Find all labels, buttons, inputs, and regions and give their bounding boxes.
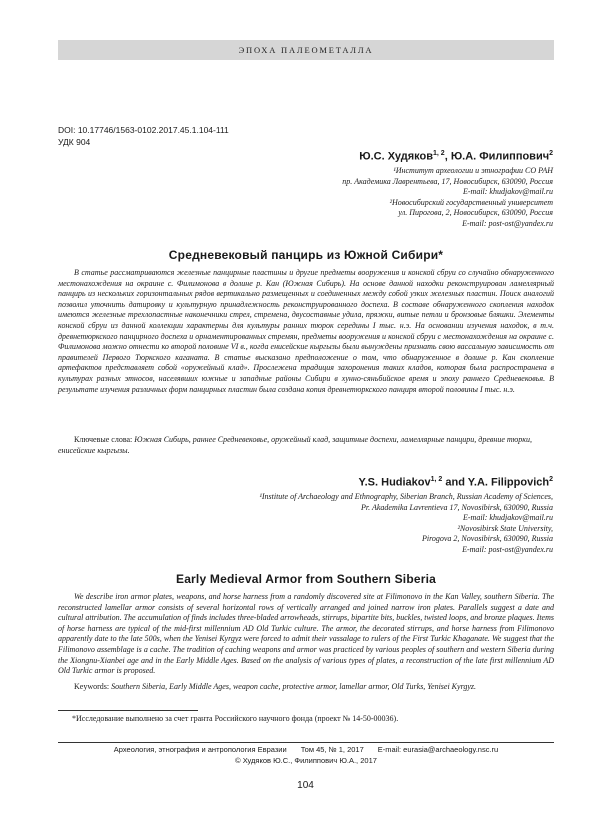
affiliation-email: E-mail: post-ost@yandex.ru — [462, 218, 553, 228]
affiliation-line: ¹Институт археологии и этнографии СО РАН — [393, 166, 553, 175]
en-title: Early Medieval Armor from Southern Siberia — [175, 572, 437, 586]
affiliation-line: ул. Пирогова, 2, Новосибирск, 630090, Россия — [398, 208, 553, 218]
affiliation-line: пр. Академика Лаврентьева, 17, Новосибирск, 630090, Россия — [342, 176, 553, 186]
ru-authors: Ю.С. Худяков$^{1, 2}$, Ю.А. Филиппович$^2$ — [359, 150, 553, 163]
journal-name: Археология, этнография и антропология Евразии — [113, 745, 287, 754]
running-header — [58, 40, 554, 60]
affiliation-line: ²Новосибирский государственный университет — [389, 197, 553, 207]
footnote-divider — [58, 710, 198, 711]
en-affiliations — [259, 492, 553, 556]
affiliation-line: Pirogova 2, Novosibirsk, 630090, Russia — [421, 534, 553, 544]
ru-affiliations — [342, 166, 553, 230]
page-number: 104 — [297, 780, 314, 791]
affiliation-email: E-mail: khudjakov@mail.ru — [462, 187, 553, 197]
affiliation-email: E-mail: khudjakov@mail.ru — [462, 513, 553, 523]
affiliation-line: ¹Institute of Archaeology and Ethnography, Siberian Branch, Russian Academy of Sciences, — [259, 492, 553, 501]
ru-abstract: В статье рассматриваются железные панцирные пластины и другие предметы вооружения и конской сбруи со случайно обнаруженного местонахождения на окраине с. Филимонова в долине р. Кан (Южная Сибирь). На основе данной находки реконструирован ламеллярный панцирь из нескольких горизонтальных рядов вертикально размещенных и соединенных между собой узких железных пластин. Поиск аналогий позволил уточнить датировку и культурную принадлежность реконструированного доспеха. В составе обнаруженного скопления находок имеются железные трехлопастные наконечники стрел, стремена, двусоставные удила, пряжки, витые петли и бронзовые бляшки. Элементы конской сбруи из данной коллекции характерны для культуры ранних тюрок середины I тыс. н.э. На основании изучения находок, в т.ч. древнетюркского панцирного доспеха и орнаментированных стремян, предметы вооружения и конской сбруи с местонахождения на окраине с. Филимонова можно отнести ко второй половине VI в., когда енисейские кыргызы были вынуждены признать свою вассальную зависимость от правителей Первого Тюркского каганата. В статье высказано предположение о том, что обнаруженное в долине р. Кан скопление артефактов представляет собой «оружейный клад». Прослежена традиция захоронения таких кладов, которая была распространена в культурах разных этносов, населявших южные и западные районы Сибири в хунно-сяньбийское время и эпоху раннего Средневековья. В результате изучения различных форм панцирных пластин была создана копия древнетюркского панциря второй половины I тыс. н.э. — [58, 268, 554, 394]
affiliation-line: ²Novosibirsk State University, — [457, 523, 553, 533]
udk: УДК 904 — [58, 137, 91, 147]
journal-volume: Том 45, № 1, 2017 — [300, 745, 364, 754]
en-keywords: Keywords: Southern Siberia, Early Middle Ages, weapon cache, protective armor, lamellar armor, Old Turks, Yenisei Kyrgyz. — [74, 682, 477, 691]
en-authors: Y.S. Hudiakov$^{1, 2}$ and Y.A. Filippovich$^2$ — [358, 476, 553, 489]
en-abstract: We describe iron armor plates, weapons, and horse harness from a randomly discovered site at Filimonovo in the Kan Valley, southern Siberia. The reconstructed lamellar armor consists of several horizontal rows of vertically arranged and joined narrow iron plates. Parallels suggest a date and cultural attribution. The accumulation of finds includes three-bladed arrowheads, stirrups, bipartite bits, buckles, twisted loops, and bronze plaques. Items of horse harness are typical of the mid-first millennium AD Old Turkic culture. The armor, the decorated stirrups, and horse harness from Filimonovo apparently date to the late 500s, when the Yenisei Kyrgyz were forced to admit their vassalage to rulers of the First Turkic Khaganate. We suggest that the Filimonovo assemblage is a cache. The tradition of caching weapons and armor was practiced by various peoples of southern and western Siberia during the Xiongnu-Xianbei age and in the Early Middle Ages. Based on the analysis of various types of plates, a reconstruction of the late first millennium AD Old Turkic armor is proposed. — [58, 592, 554, 676]
footer-divider — [58, 742, 554, 743]
journal-email: E-mail: eurasia@archaeology.nsc.ru — [377, 745, 499, 754]
footnote: *Исследование выполнено за счет гранта Российского научного фонда (проект № 14-50-00036). — [72, 714, 399, 723]
affiliation-email: E-mail: post-ost@yandex.ru — [462, 544, 553, 554]
footer-copyright: © Худяков Ю.С., Филиппович Ю.А., 2017 — [235, 756, 377, 765]
ru-title: Средневековый панцирь из Южной Сибири* — [168, 248, 444, 262]
footer-journal-line — [58, 745, 554, 755]
doi: DOI: 10.17746/1563-0102.2017.45.1.104-111 — [58, 125, 229, 135]
section-title: ЭПОХА ПАЛЕОМЕТАЛЛА — [238, 45, 374, 55]
affiliation-line: Pr. Akademika Lavrentieva 17, Novosibirsk, 630090, Russia — [361, 502, 553, 512]
ru-keywords: Ключевые слова: Южная Сибирь, раннее Средневековье, оружейный клад, защитные доспехи, ламеллярные панцири, древние тюрки, енисейские кыргызы. — [58, 435, 533, 455]
